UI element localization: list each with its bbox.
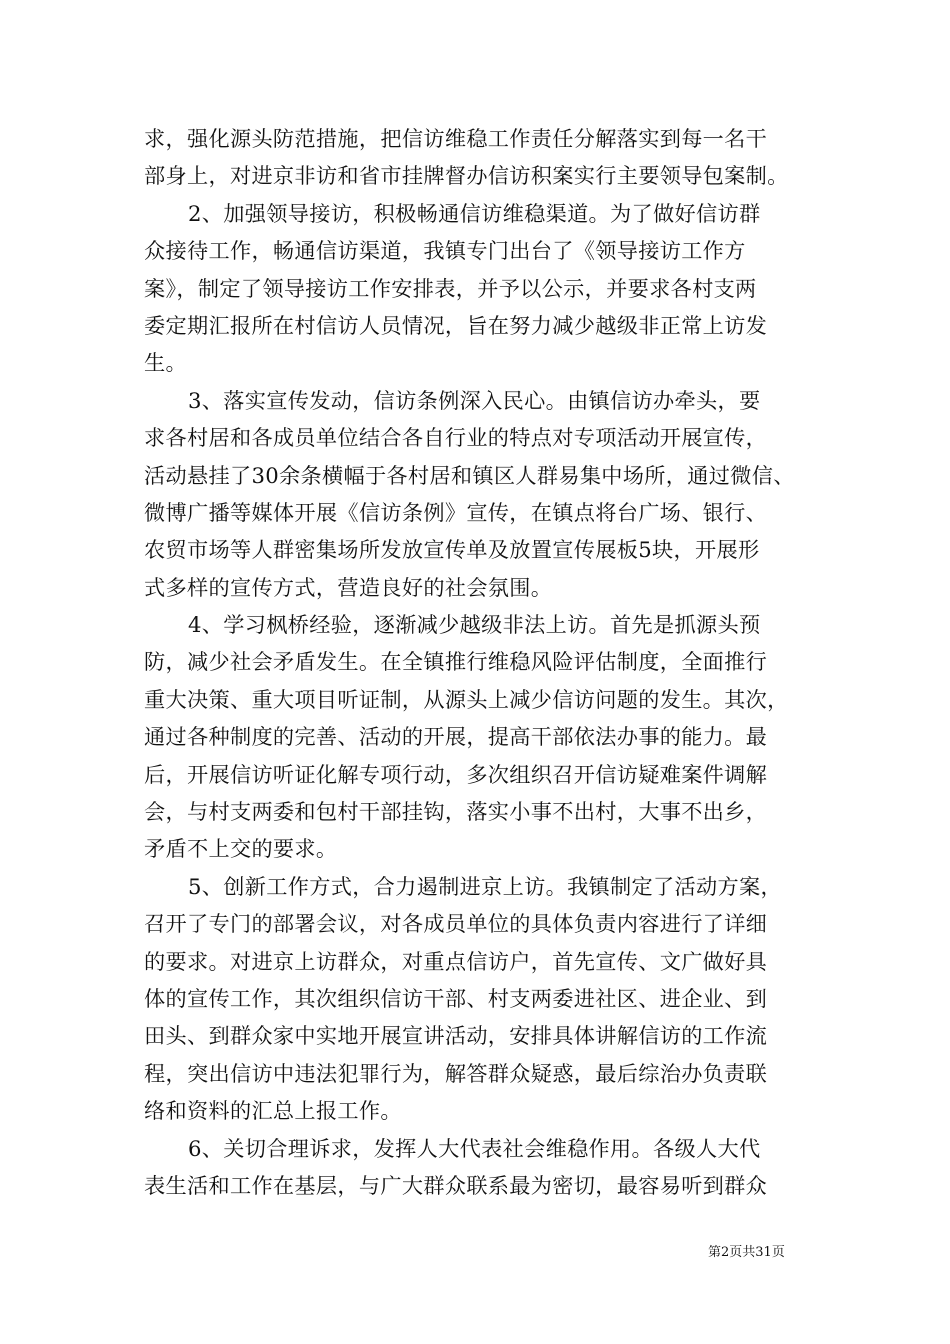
text-line: 求，强化源头防范措施，把信访维稳工作责任分解落实到每一名干 bbox=[144, 126, 768, 151]
text-line: 众接待工作，畅通信访渠道，我镇专门出台了《领导接访工作方 bbox=[144, 238, 746, 264]
text-line: 体的宣传工作，其次组织信访干部、村支两委进社区、进企业、到 bbox=[144, 985, 768, 1011]
text-line: 农贸市场等人群密集场所发放宣传单及放置宣传展板5块，开展形 bbox=[144, 537, 760, 563]
text-line: 委定期汇报所在村信访人员情况，旨在努力减少越级非正常上访发 bbox=[144, 312, 768, 338]
text-line: 召开了专门的部署会议，对各成员单位的具体负责内容进行了详细 bbox=[144, 911, 768, 937]
paragraph-start-line: 3、落实宣传发动，信访条例深入民心。由镇信访办牵头，要 bbox=[188, 387, 761, 413]
text-line: 后，开展信访听证化解专项行动，多次组织召开信访疑难案件调解 bbox=[144, 761, 768, 787]
text-line: 生。 bbox=[144, 350, 187, 376]
text-line: 求各村居和各成员单位结合各自行业的特点对专项活动开展宣传， bbox=[144, 425, 768, 451]
paragraph-start-line: 5、创新工作方式，合力遏制进京上访。我镇制定了活动方案， bbox=[188, 873, 782, 899]
text-line: 田头、到群众家中实地开展宣讲活动，安排具体讲解信访的工作流 bbox=[144, 1023, 768, 1049]
text-line: 会，与村支两委和包村干部挂钩，落实小事不出村，大事不出乡， bbox=[144, 799, 768, 825]
text-line: 矛盾不上交的要求。 bbox=[144, 836, 338, 862]
paragraph-start-line: 2、加强领导接访，积极畅通信访维稳渠道。为了做好信访群 bbox=[188, 200, 761, 226]
text-line: 微博广播等媒体开展《信访条例》宣传，在镇点将台广场、银行、 bbox=[144, 499, 768, 525]
text-line: 式多样的宣传方式，营造良好的社会氛围。 bbox=[144, 574, 553, 600]
text-line: 活动悬挂了30余条横幅于各村居和镇区人群易集中场所，通过微信、 bbox=[144, 462, 795, 488]
text-line: 通过各种制度的完善、活动的开展，提高干部依法办事的能力。最 bbox=[144, 724, 768, 750]
page-number-footer: 第2页共31页 bbox=[708, 1245, 785, 1260]
paragraph-start-line: 4、学习枫桥经验，逐渐减少越级非法上访。首先是抓源头预 bbox=[188, 612, 761, 638]
text-line: 案》，制定了领导接访工作安排表，并予以公示，并要求各村支两 bbox=[144, 275, 757, 301]
text-line: 防，减少社会矛盾发生。在全镇推行维稳风险评估制度，全面推行 bbox=[144, 649, 768, 675]
text-line: 部身上，对进京非访和省市挂牌督办信访积案实行主要领导包案制。 bbox=[144, 163, 789, 189]
text-line: 的要求。对进京上访群众，对重点信访户，首先宣传、文广做好具 bbox=[144, 948, 768, 974]
text-line: 络和资料的汇总上报工作。 bbox=[144, 1098, 402, 1124]
text-line: 程，突出信访中违法犯罪行为，解答群众疑惑，最后综治办负责联 bbox=[144, 1060, 768, 1086]
paragraph-start-line: 6、关切合理诉求，发挥人大代表社会维稳作用。各级人大代 bbox=[188, 1135, 761, 1161]
document-body bbox=[144, 120, 808, 1204]
text-line: 表生活和工作在基层，与广大群众联系最为密切，最容易听到群众 bbox=[144, 1172, 768, 1198]
text-line: 重大决策、重大项目听证制，从源头上减少信访问题的发生。其次， bbox=[144, 686, 789, 712]
